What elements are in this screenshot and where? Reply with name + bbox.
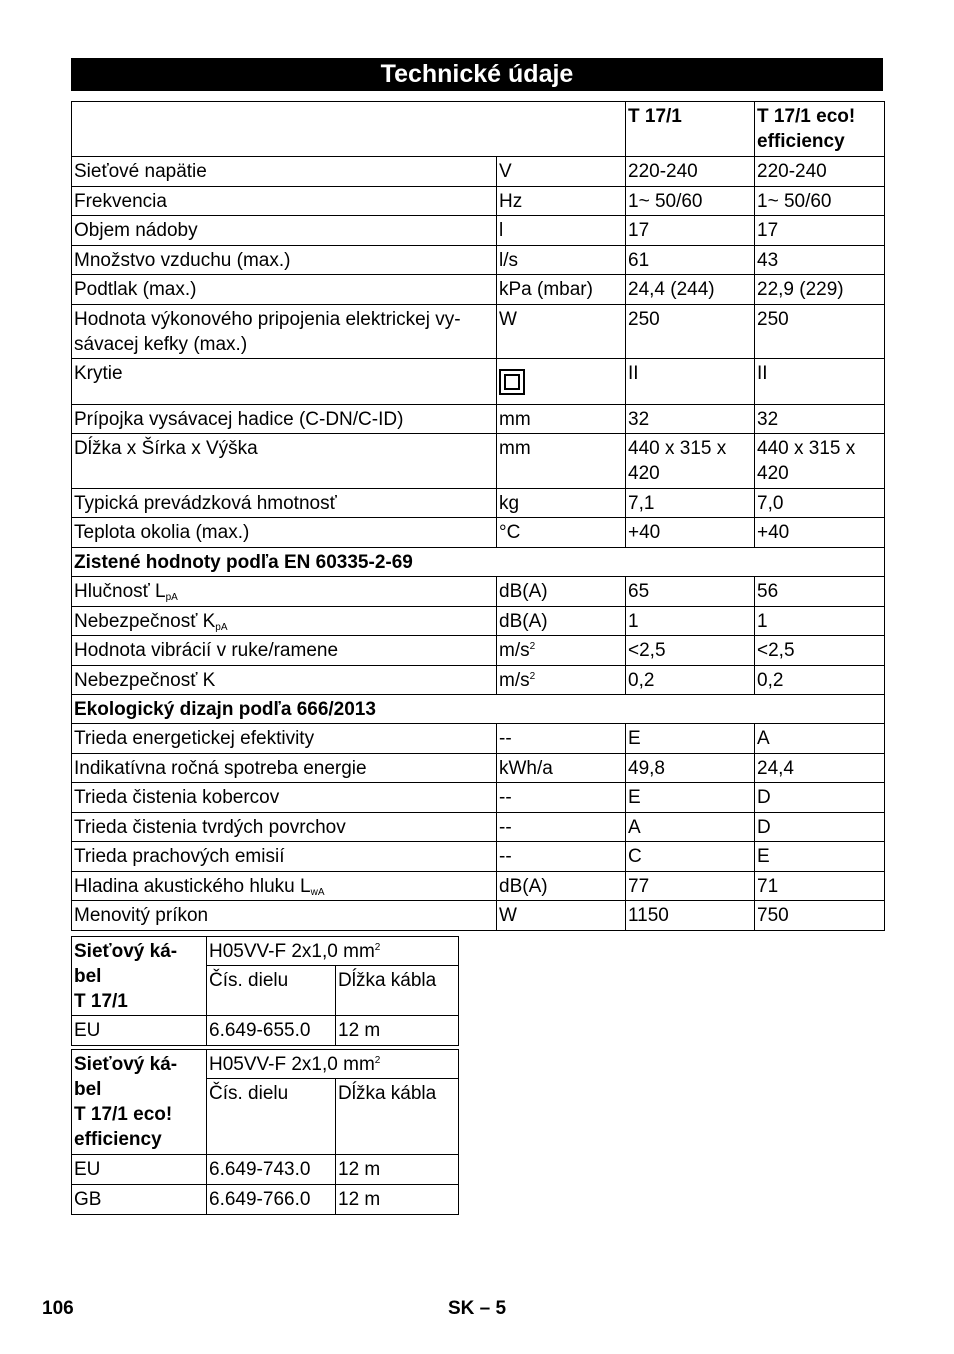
row-unit: mm xyxy=(497,434,626,489)
cable-region: GB xyxy=(72,1185,207,1215)
row-label: Trieda čistenia tvrdých povrchov xyxy=(72,813,497,842)
row-value-1: 77 xyxy=(626,872,755,901)
row-value-1: 1 xyxy=(626,607,755,636)
table-row xyxy=(72,666,885,695)
spec-table xyxy=(71,101,885,931)
row-value-1: +40 xyxy=(626,518,755,548)
row-unit-superscript: 2 xyxy=(529,671,536,682)
row-unit-text: m/s xyxy=(499,640,530,661)
row-value-2: E xyxy=(755,842,885,872)
cable-type xyxy=(207,937,459,966)
row-label: Indikatívna ročná spotreba energie xyxy=(72,754,497,783)
table-row xyxy=(72,1185,459,1215)
row-value-1: 0,2 xyxy=(626,666,755,695)
row-label: Množstvo vzduchu (max.) xyxy=(72,246,497,275)
row-unit: mm xyxy=(497,405,626,434)
cable-title xyxy=(72,937,207,1016)
row-value-2: 32 xyxy=(755,405,885,434)
table-row xyxy=(72,842,885,872)
row-unit-text: m/s xyxy=(499,670,530,691)
header-model-1: T 17/1 xyxy=(626,102,755,157)
row-unit: °C xyxy=(497,518,626,548)
row-unit xyxy=(497,636,626,666)
row-label: Menovitý príkon xyxy=(72,901,497,931)
row-value-2: 22,9 (229) xyxy=(755,275,885,305)
row-unit: kPa (mbar) xyxy=(497,275,626,305)
section-heading-measured: Zistené hodnoty podľa EN 60335-2-69 xyxy=(72,548,885,577)
row-value-2: 24,4 xyxy=(755,754,885,783)
row-unit: -- xyxy=(497,783,626,813)
row-label-text: Hladina akustického hluku L xyxy=(74,876,311,897)
row-label: Hodnota výkonového pripojenia elektrickej vy-sávacej kefky (max.) xyxy=(72,305,497,359)
table-row xyxy=(72,813,885,842)
row-value-1: 7,1 xyxy=(626,489,755,518)
row-unit: W xyxy=(497,305,626,359)
section-row xyxy=(72,548,885,577)
table-row xyxy=(72,246,885,275)
table-row xyxy=(72,405,885,434)
table-row xyxy=(72,783,885,813)
cable-length: 12 m xyxy=(336,1016,459,1046)
row-label xyxy=(72,872,497,901)
cable-title-line: T 17/1 eco! xyxy=(74,1104,173,1125)
table-row xyxy=(72,305,885,359)
cable-title-line: T 17/1 xyxy=(74,991,128,1012)
row-unit: -- xyxy=(497,813,626,842)
row-label: Objem nádoby xyxy=(72,216,497,246)
row-value-1: 49,8 xyxy=(626,754,755,783)
section-heading-ecodesign: Ekologický dizajn podľa 666/2013 xyxy=(72,695,885,724)
row-unit: l xyxy=(497,216,626,246)
row-value-1: 250 xyxy=(626,305,755,359)
row-value-1: 1~ 50/60 xyxy=(626,187,755,216)
row-value-1: 61 xyxy=(626,246,755,275)
row-label: Teplota okolia (max.) xyxy=(72,518,497,548)
row-value-2: 0,2 xyxy=(755,666,885,695)
table-row xyxy=(72,1016,459,1046)
row-value-1: 220-240 xyxy=(626,157,755,187)
cable-length-header: Dĺžka kábla xyxy=(336,966,459,1016)
table-row xyxy=(72,434,885,489)
row-value-1: 440 x 315 x 420 xyxy=(626,434,755,489)
table-row xyxy=(72,577,885,607)
row-label: Podtlak (max.) xyxy=(72,275,497,305)
page-section-label: SK – 5 xyxy=(448,1298,507,1319)
table-row xyxy=(72,754,885,783)
table-row xyxy=(72,275,885,305)
row-unit: kg xyxy=(497,489,626,518)
spec-header-row xyxy=(72,102,885,157)
row-label: Frekvencia xyxy=(72,187,497,216)
cable-type-superscript: 2 xyxy=(374,942,381,953)
row-label: Sieťové napätie xyxy=(72,157,497,187)
row-unit: W xyxy=(497,901,626,931)
row-value-2: 43 xyxy=(755,246,885,275)
row-value-1: E xyxy=(626,783,755,813)
row-value-2: D xyxy=(755,813,885,842)
table-row xyxy=(72,216,885,246)
row-unit: -- xyxy=(497,724,626,754)
row-label xyxy=(72,577,497,607)
table-row xyxy=(72,607,885,636)
row-unit: dB(A) xyxy=(497,577,626,607)
row-value-2: 220-240 xyxy=(755,157,885,187)
table-row xyxy=(72,359,885,405)
row-value-1: 17 xyxy=(626,216,755,246)
cable-title-line: bel xyxy=(74,966,102,987)
cable-type-text: H05VV-F 2x1,0 mm xyxy=(209,1054,375,1075)
row-label-subscript: wA xyxy=(310,887,325,898)
row-value-2: 250 xyxy=(755,305,885,359)
row-value-2: 1 xyxy=(755,607,885,636)
row-unit: kWh/a xyxy=(497,754,626,783)
row-unit: V xyxy=(497,157,626,187)
row-value-2: D xyxy=(755,783,885,813)
row-unit: dB(A) xyxy=(497,872,626,901)
row-unit xyxy=(497,666,626,695)
row-label-subscript: pA xyxy=(215,622,228,633)
cable-table-t17-1 xyxy=(71,936,459,1046)
row-value-2: 1~ 50/60 xyxy=(755,187,885,216)
cable-title-line: Sieťový ká- xyxy=(74,941,178,962)
row-label: Trieda prachových emisií xyxy=(72,842,497,872)
row-label: Typická prevádzková hmotnosť xyxy=(72,489,497,518)
row-value-2: 750 xyxy=(755,901,885,931)
row-unit: Hz xyxy=(497,187,626,216)
row-value-1: A xyxy=(626,813,755,842)
cable-title xyxy=(72,1050,207,1155)
protection-class-ii-icon xyxy=(499,369,525,402)
cable-type-text: H05VV-F 2x1,0 mm xyxy=(209,941,375,962)
cable-title-line: efficiency xyxy=(74,1129,162,1150)
row-label-subscript: pA xyxy=(165,592,178,603)
row-value-2: A xyxy=(755,724,885,754)
table-row xyxy=(72,489,885,518)
part-number-header: Čís. dielu xyxy=(207,966,336,1016)
row-value-1: <2,5 xyxy=(626,636,755,666)
table-row xyxy=(72,518,885,548)
part-number-header: Čís. dielu xyxy=(207,1079,336,1155)
table-row xyxy=(72,157,885,187)
row-value-2: 17 xyxy=(755,216,885,246)
row-label: Prípojka vysávacej hadice (C-DN/C-ID) xyxy=(72,405,497,434)
section-row xyxy=(72,695,885,724)
row-value-1: 65 xyxy=(626,577,755,607)
row-value-2: 56 xyxy=(755,577,885,607)
cable-part-number: 6.649-766.0 xyxy=(207,1185,336,1215)
row-unit-superscript: 2 xyxy=(529,641,536,652)
row-value-2: +40 xyxy=(755,518,885,548)
row-label-text: Hlučnosť L xyxy=(74,581,166,602)
cable-part-number: 6.649-655.0 xyxy=(207,1016,336,1046)
row-label: Nebezpečnosť K xyxy=(72,666,497,695)
cable-length-header: Dĺžka kábla xyxy=(336,1079,459,1155)
row-value-1: 1150 xyxy=(626,901,755,931)
cable-part-number: 6.649-743.0 xyxy=(207,1155,336,1185)
row-unit: dB(A) xyxy=(497,607,626,636)
cable-type xyxy=(207,1050,459,1079)
row-label xyxy=(72,607,497,636)
row-label-text: Nebezpečnosť K xyxy=(74,611,216,632)
table-row xyxy=(72,1155,459,1185)
row-unit: -- xyxy=(497,842,626,872)
table-row xyxy=(72,872,885,901)
table-row xyxy=(72,187,885,216)
row-unit xyxy=(497,359,626,405)
cable-type-row xyxy=(72,1050,459,1079)
row-value-1: 24,4 (244) xyxy=(626,275,755,305)
header-model-2: T 17/1 eco! efficiency xyxy=(755,102,885,157)
row-value-2: <2,5 xyxy=(755,636,885,666)
row-unit: l/s xyxy=(497,246,626,275)
cable-length: 12 m xyxy=(336,1185,459,1215)
row-value-1: 32 xyxy=(626,405,755,434)
page-title: Technické údaje xyxy=(71,58,883,91)
row-value-2: 71 xyxy=(755,872,885,901)
row-label: Trieda energetickej efektivity xyxy=(72,724,497,754)
table-row xyxy=(72,724,885,754)
cable-table-t17-1-eco xyxy=(71,1049,459,1215)
row-label: Dĺžka x Šírka x Výška xyxy=(72,434,497,489)
row-label: Krytie xyxy=(72,359,497,405)
row-value-2: 7,0 xyxy=(755,489,885,518)
cable-title-line: bel xyxy=(74,1079,102,1100)
row-value-2: 440 x 315 x 420 xyxy=(755,434,885,489)
table-row xyxy=(72,901,885,931)
cable-region: EU xyxy=(72,1016,207,1046)
row-label: Hodnota vibrácií v ruke/ramene xyxy=(72,636,497,666)
row-value-1: C xyxy=(626,842,755,872)
row-value-1: E xyxy=(626,724,755,754)
header-blank-cell xyxy=(72,102,626,157)
cable-title-line: Sieťový ká- xyxy=(74,1054,178,1075)
page-number: 106 xyxy=(42,1298,74,1319)
cable-region: EU xyxy=(72,1155,207,1185)
row-label: Trieda čistenia kobercov xyxy=(72,783,497,813)
row-value-1: II xyxy=(626,359,755,405)
cable-type-superscript: 2 xyxy=(374,1055,381,1066)
table-row xyxy=(72,636,885,666)
cable-type-row xyxy=(72,937,459,966)
row-value-2: II xyxy=(755,359,885,405)
cable-length: 12 m xyxy=(336,1155,459,1185)
